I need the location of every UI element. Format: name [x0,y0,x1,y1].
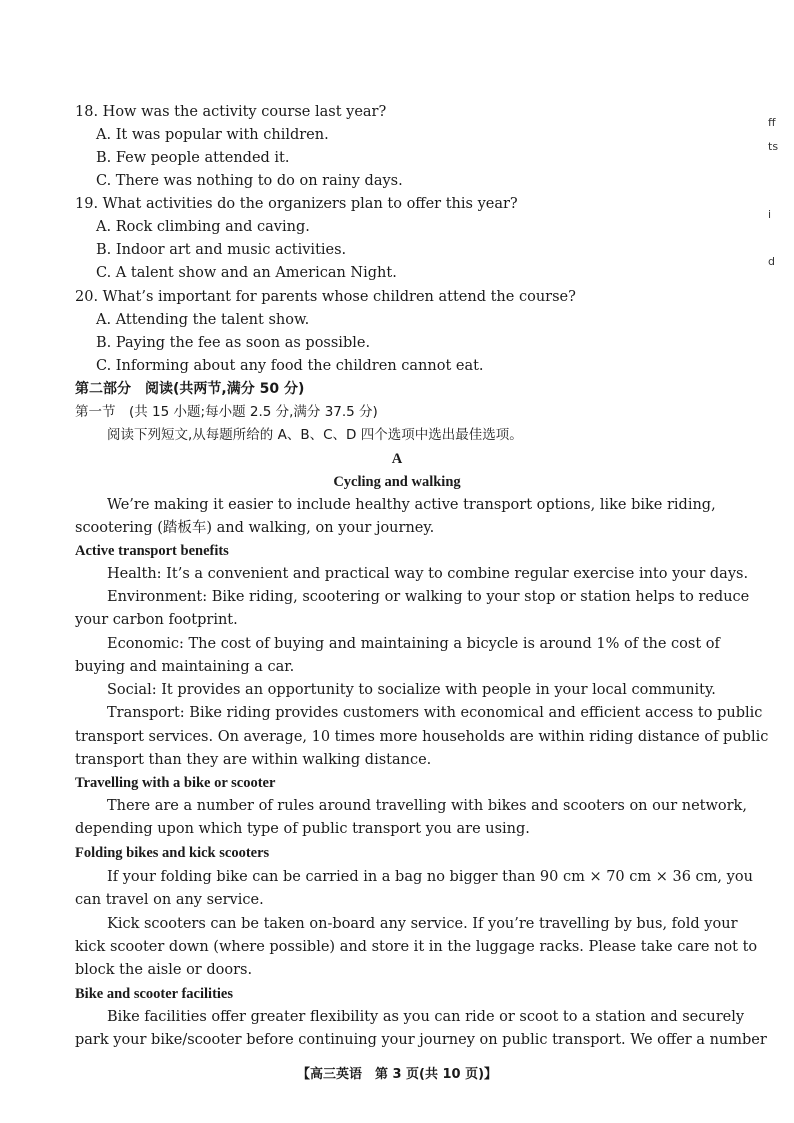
transport-line-2: transport services. On average, 10 times more households are within riding distance of public [75,729,769,745]
rules-line-1: There are a number of rules around travelling with bikes and scooters on our network, [107,798,747,814]
environment-line-1: Environment: Bike riding, scootering or walking to your stop or station helps to reduce [107,589,750,605]
margin-mark: i [768,208,772,221]
economic-line-1: Economic: The cost of buying and maintaining a bicycle is around 1% of the cost of [107,636,720,652]
kick-line-2: kick scooter down (where possible) and store it in the luggage racks. Please take care not to [75,939,758,955]
rules-line-2: depending upon which type of public transport you are using. [75,821,530,837]
page-footer: 【高三英语 第 3 页(共 10 页)】 [296,1067,498,1082]
passage-title: Cycling and walking [333,474,461,490]
q19-stem: 19. What activities do the organizers plan to offer this year? [75,196,518,212]
q18-option-b: B. Few people attended it. [96,150,290,166]
q20-stem: 20. What’s important for parents whose children attend the course? [75,289,576,305]
economic-line-2: buying and maintaining a car. [75,659,295,675]
margin-mark: ff [768,116,776,129]
intro-line-2: scootering (踏板车) and walking, on your journey. [75,520,435,536]
heading-facilities: Bike and scooter facilities [75,986,234,1002]
q18-option-c: C. There was nothing to do on rainy days. [96,173,403,189]
q18-stem: 18. How was the activity course last year? [75,104,387,120]
q20-option-b: B. Paying the fee as soon as possible. [96,335,371,351]
intro-line-1: We’re making it easier to include healthy active transport options, like bike riding, [107,497,716,513]
heading-travelling: Travelling with a bike or scooter [75,775,276,791]
health-line: Health: It’s a convenient and practical way to combine regular exercise into your days. [107,566,749,582]
q20-option-c: C. Informing about any food the children cannot eat. [96,358,484,374]
margin-mark: ts [768,140,779,153]
margin-mark: d [768,255,775,268]
q19-option-b: B. Indoor art and music activities. [96,242,347,258]
q19-option-c: C. A talent show and an American Night. [96,265,397,281]
heading-folding: Folding bikes and kick scooters [75,845,270,861]
subsection-title: 第一节 (共 15 小题;每小题 2.5 分,满分 37.5 分) [75,404,378,420]
facilities-line-2: park your bike/scooter before continuing your journey on public transport. We offer a number [75,1032,767,1048]
facilities-line-1: Bike facilities offer greater flexibility as you can ride or scoot to a station and securely [107,1009,745,1025]
part-title: 第二部分 阅读(共两节,满分 50 分) [75,381,305,397]
folding-line-1: If your folding bike can be carried in a bag no bigger than 90 cm × 70 cm × 36 cm, you [107,869,753,885]
q20-option-a: A. Attending the talent show. [96,312,310,328]
folding-line-2: can travel on any service. [75,892,264,908]
social-line: Social: It provides an opportunity to socialize with people in your local community. [107,682,716,698]
transport-line-3: transport than they are within walking distance. [75,752,432,768]
q19-option-a: A. Rock climbing and caving. [96,219,310,235]
kick-line-3: block the aisle or doors. [75,962,253,978]
heading-benefits: Active transport benefits [75,543,229,559]
environment-line-2: your carbon footprint. [75,612,238,628]
q18-option-a: A. It was popular with children. [96,127,329,143]
kick-line-1: Kick scooters can be taken on-board any service. If you’re travelling by bus, fold your [107,916,738,932]
transport-line-1: Transport: Bike riding provides customers with economical and efficient access to public [107,705,763,721]
passage-letter: A [391,451,403,467]
instruction-text: 阅读下列短文,从每题所给的 A、B、C、D 四个选项中选出最佳选项。 [107,427,523,443]
